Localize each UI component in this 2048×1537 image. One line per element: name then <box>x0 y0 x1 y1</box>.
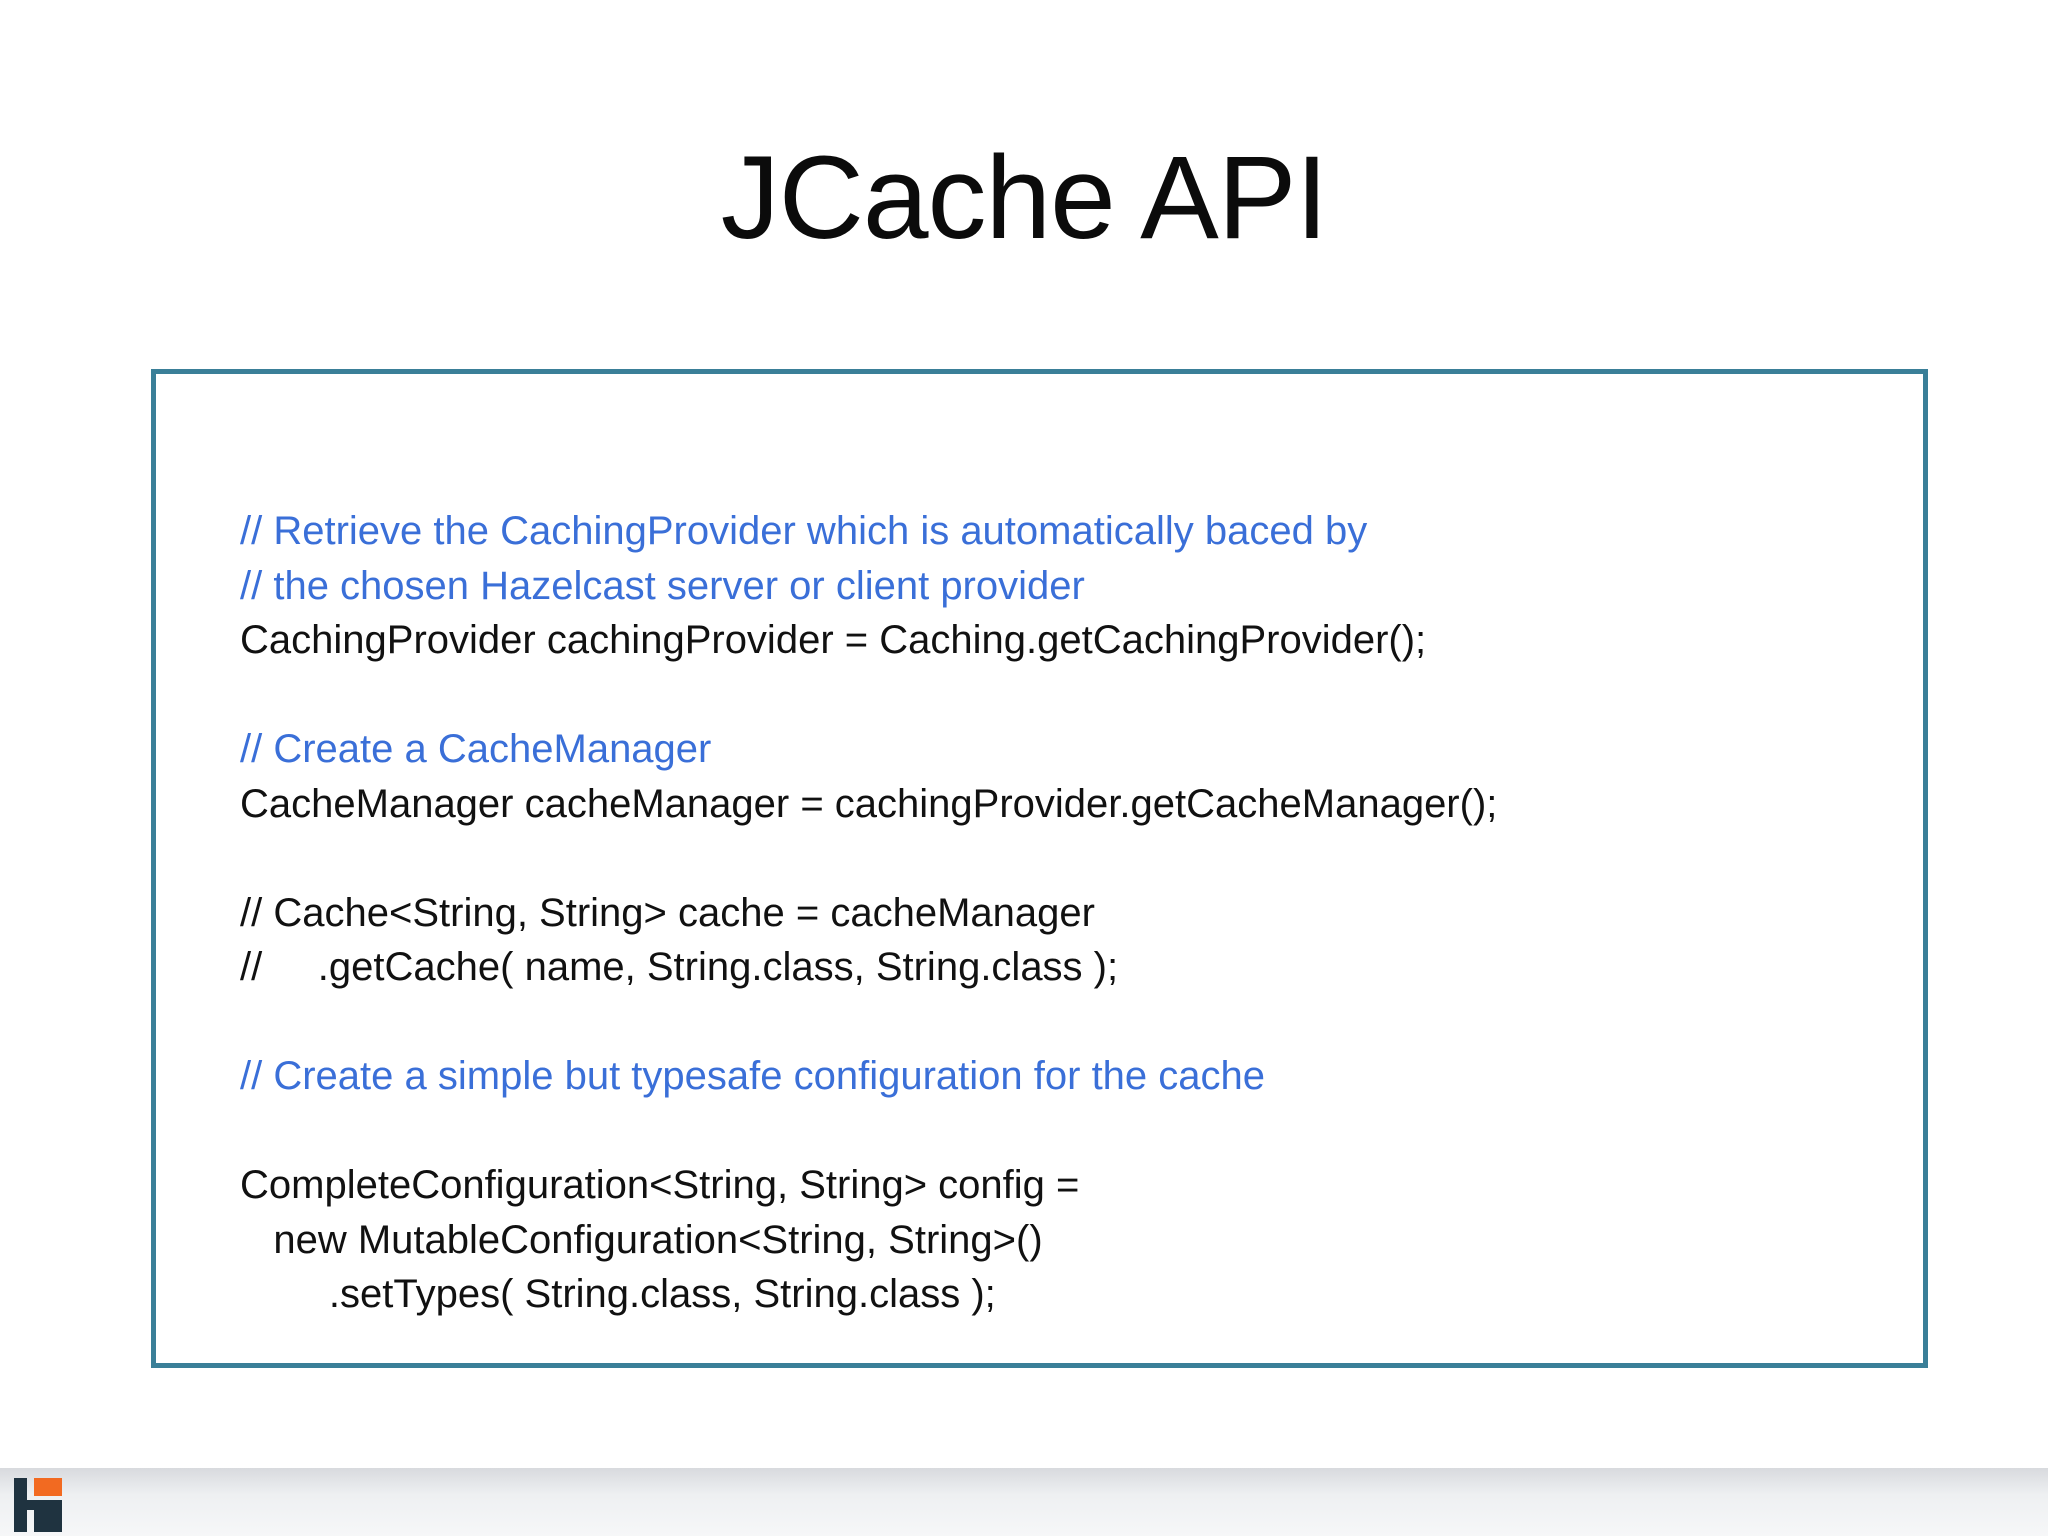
code-snippet-box <box>151 369 1928 1368</box>
code-line: CacheManager cacheManager = cachingProvider.getCacheManager(); <box>240 781 1498 826</box>
code-line: .setTypes( String.class, String.class ); <box>240 1272 996 1316</box>
code-line: // Create a CacheManager <box>240 727 712 771</box>
code-line: // the chosen Hazelcast server or client provider <box>240 563 1085 608</box>
code-line: // Create a simple but typesafe configuration for the cache <box>240 1054 1266 1098</box>
code-line: // .getCache( name, String.class, String.class ); <box>240 945 1119 989</box>
code-line-blank <box>240 831 1890 886</box>
code-line: CompleteConfiguration<String, String> config = <box>240 1163 1080 1207</box>
code-line: new MutableConfiguration<String, String>() <box>240 1217 1043 1262</box>
code-line-blank <box>240 668 1890 723</box>
code-lines <box>240 504 1890 1322</box>
code-line-blank <box>240 1104 1890 1159</box>
code-line-blank <box>240 995 1890 1050</box>
code-line: // Cache<String, String> cache = cacheManager <box>240 890 1095 935</box>
code-line: CachingProvider cachingProvider = Caching.getCachingProvider(); <box>240 618 1427 662</box>
code-line: // Retrieve the CachingProvider which is automatically baced by <box>240 509 1368 553</box>
slide-footer-bar <box>0 1468 2048 1536</box>
slide-title: JCache API <box>720 132 1328 264</box>
hazelcast-logo-icon <box>14 1478 66 1532</box>
